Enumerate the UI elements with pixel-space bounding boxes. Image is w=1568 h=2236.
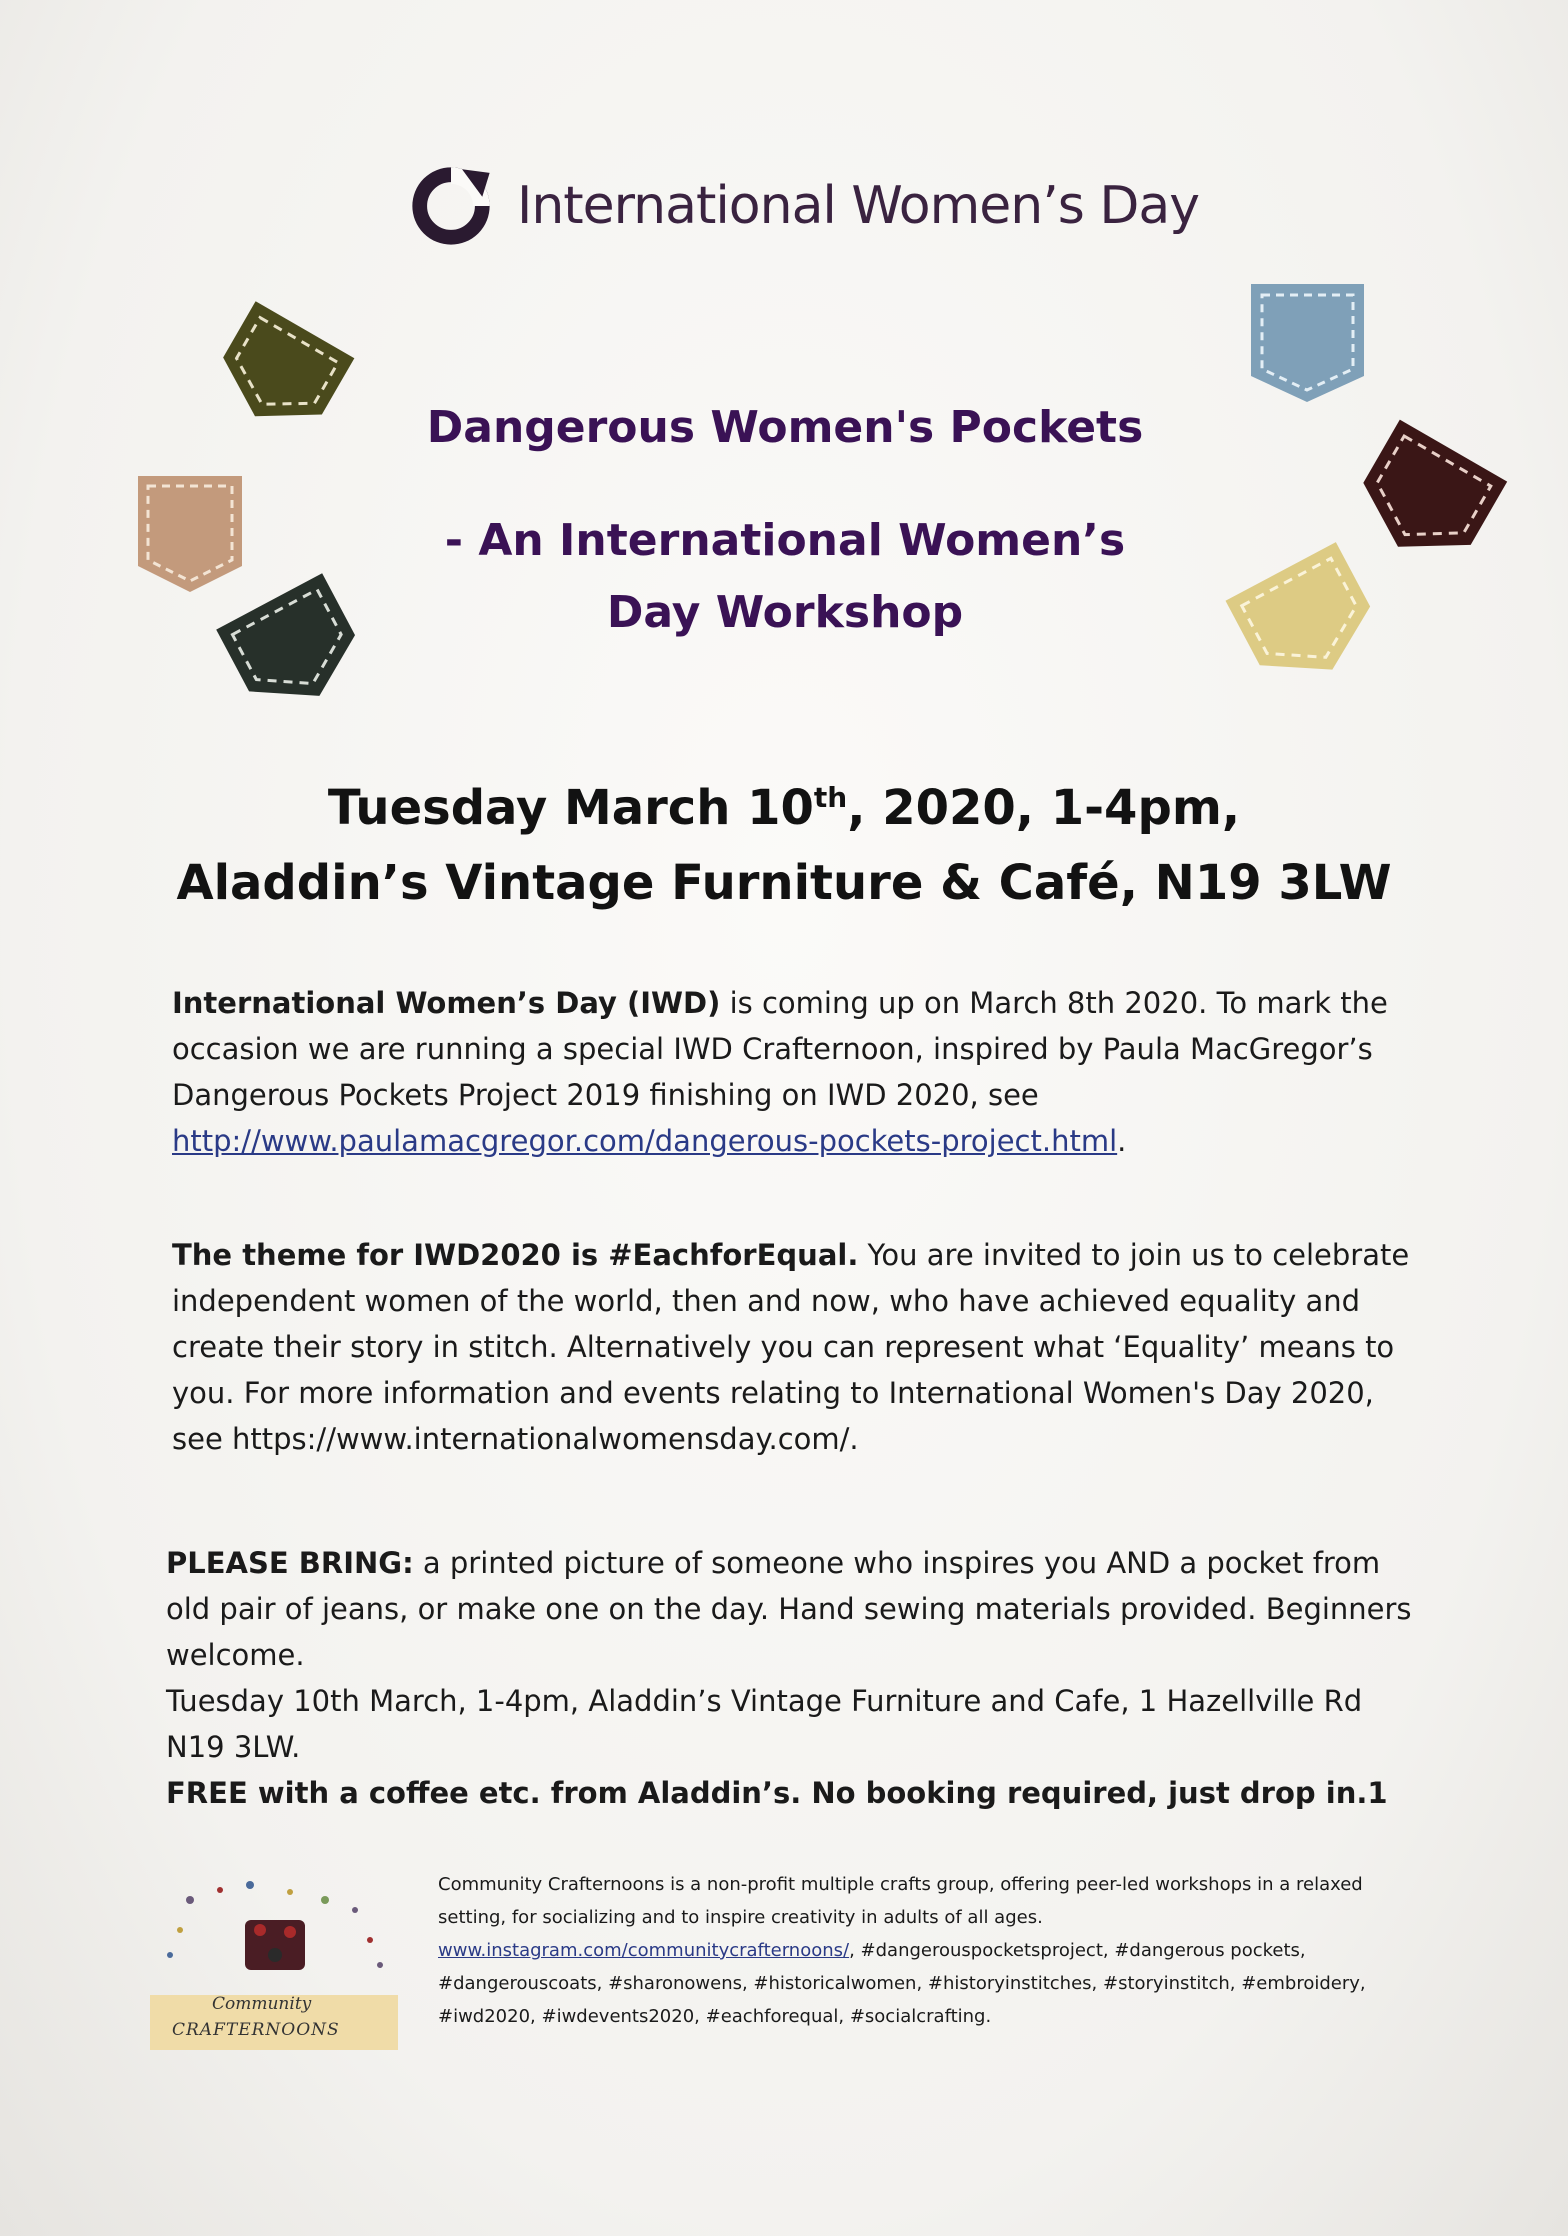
event-title-line2: - An International Women’s <box>444 515 1126 566</box>
iwd-symbol-icon <box>405 160 497 252</box>
project-link[interactable]: http://www.paulamacgregor.com/dangerous-pockets-project.html <box>172 1124 1118 1158</box>
theme-bold: The theme for IWD2020 is #EachforEqual. <box>172 1238 859 1272</box>
event-venue: Aladdin’s Vintage Furniture & Café, N19 3LW <box>176 855 1392 911</box>
bring-paragraph <box>166 1540 1426 1816</box>
date-prefix: Tuesday March 10 <box>327 780 814 836</box>
footer-description <box>438 1868 1388 2033</box>
footer-about: Community Crafternoons is a non-profit multiple crafts group, offering peer-led workshops in a relaxed setting, for socializing and to inspire creativity in adults of all ages. <box>438 1874 1363 1928</box>
pocket-blue-icon <box>1245 278 1370 408</box>
crafternoons-logo-line1: Community <box>212 1994 312 2014</box>
iwd-logo <box>405 160 1199 252</box>
instagram-link[interactable]: www.instagram.com/communitycrafternoons/ <box>438 1940 850 1961</box>
intro-paragraph <box>172 980 1412 1164</box>
event-date <box>140 755 1428 851</box>
theme-paragraph <box>172 1232 1412 1462</box>
date-rest: , 2020, 1-4pm, <box>847 780 1241 836</box>
crafternoons-logo-line2: CRAFTERNOONS <box>172 2020 340 2040</box>
intro-end: . <box>1117 1124 1127 1158</box>
logo-text: International Women’s Day <box>517 176 1200 236</box>
event-title-line1: Dangerous Women's Pockets <box>426 402 1144 453</box>
intro-text: is coming up on March 8th 2020. To mark the occasion we are running a special IWD Crafternoon, inspired by Paula MacGregor’s Dangerous Pockets Project 2019 finishing on IWD 2020, see <box>172 986 1388 1112</box>
free-line: FREE with a coffee etc. from Aladdin’s. No booking required, just drop in.1 <box>166 1776 1388 1810</box>
bring-text: a printed picture of someone who inspires you AND a pocket from old pair of jeans, or make one on the day. Hand sewing materials provided. Beginners welcome. <box>166 1546 1412 1672</box>
crafternoons-logo <box>150 1870 400 2050</box>
theme-text: You are invited to join us to celebrate independent women of the world, then and now, who have achieved equality and create their story in stitch. Alternatively you can represent what ‘Equality’ means to you. For more information and events relating to International Women's Day 2020, see https://www.internationalwomensday.com/. <box>172 1238 1410 1456</box>
bring-bold: PLEASE BRING: <box>166 1546 414 1580</box>
footer-hashtags: , #dangerouspocketsproject, #dangerous pockets, #dangerouscoats, #sharonowens, #historicalwomen, #historyinstitches, #storyinstitch, #embroidery, #iwd2020, #iwdevents2020, #eachforequal, #socialcrafting. <box>438 1940 1366 2027</box>
intro-bold: International Women’s Day (IWD) <box>172 986 721 1020</box>
date-ordinal: th <box>813 781 848 814</box>
event-title-line3: Day Workshop <box>606 587 964 638</box>
bring-details: Tuesday 10th March, 1-4pm, Aladdin’s Vintage Furniture and Cafe, 1 Hazellville Rd N19 3LW. <box>166 1684 1363 1764</box>
